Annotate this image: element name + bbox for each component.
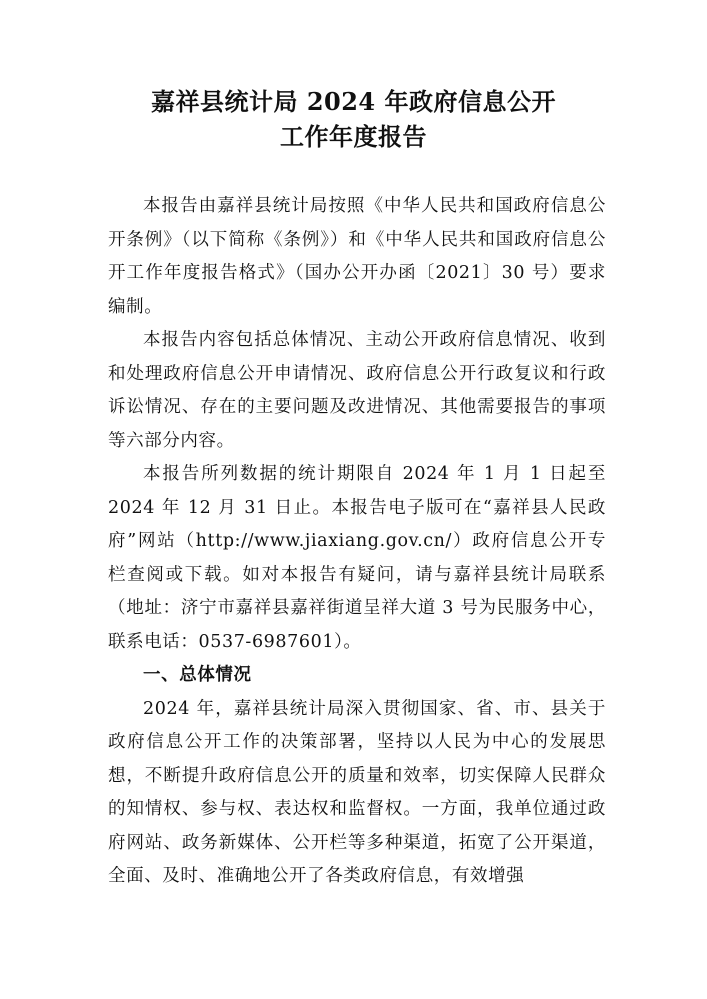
document-title-line2: 工作年度报告 xyxy=(280,122,427,151)
intro-paragraph-3: 本报告所列数据的统计期限自 2024 年 1 月 1 日起至 2024 年 12 月 31 日止。本报告电子版可在“嘉祥县人民政府”网站（http://www.jiaxiang.gov.cn/）政府信息公开专栏查阅或下载。如对本报告有疑问，请与嘉祥县统计局联系（地址：济宁市嘉祥县嘉祥街道呈祥大道 3 号为民服务中心，联系电话：0537-6987601）。 xyxy=(108,464,606,652)
intro-paragraph-2: 本报告内容包括总体情况、主动公开政府信息情况、收到和处理政府信息公开申请情况、政府信息公开行政复议和行政诉讼情况、存在的主要问题及改进情况、其他需要报告的事项等六部分内容。 xyxy=(108,330,606,451)
document-body xyxy=(108,190,606,894)
overview-paragraph: 2024 年，嘉祥县统计局深入贯彻国家、省、市、县关于政府信息公开工作的决策部署，坚持以人民为中心的发展思想，不断提升政府信息公开的质量和效率，切实保障人民群众的知情权、参与权、表达权和监督权。一方面，我单位通过政府网站、政务新媒体、公开栏等多种渠道，拓宽了公开渠道，全面、及时、准确地公开了各类政府信息，有效增强 xyxy=(108,698,606,886)
section-heading-overview: 一、总体情况 xyxy=(143,665,252,685)
document-title-line1: 嘉祥县统计局 2024 年政府信息公开 xyxy=(150,87,556,116)
intro-paragraph-1: 本报告由嘉祥县统计局按照《中华人民共和国政府信息公开条例》（以下简称《条例》）和《中华人民共和国政府信息公开工作年度报告格式》（国办公开办函〔2021〕30 号）要求编制。 xyxy=(108,196,606,317)
